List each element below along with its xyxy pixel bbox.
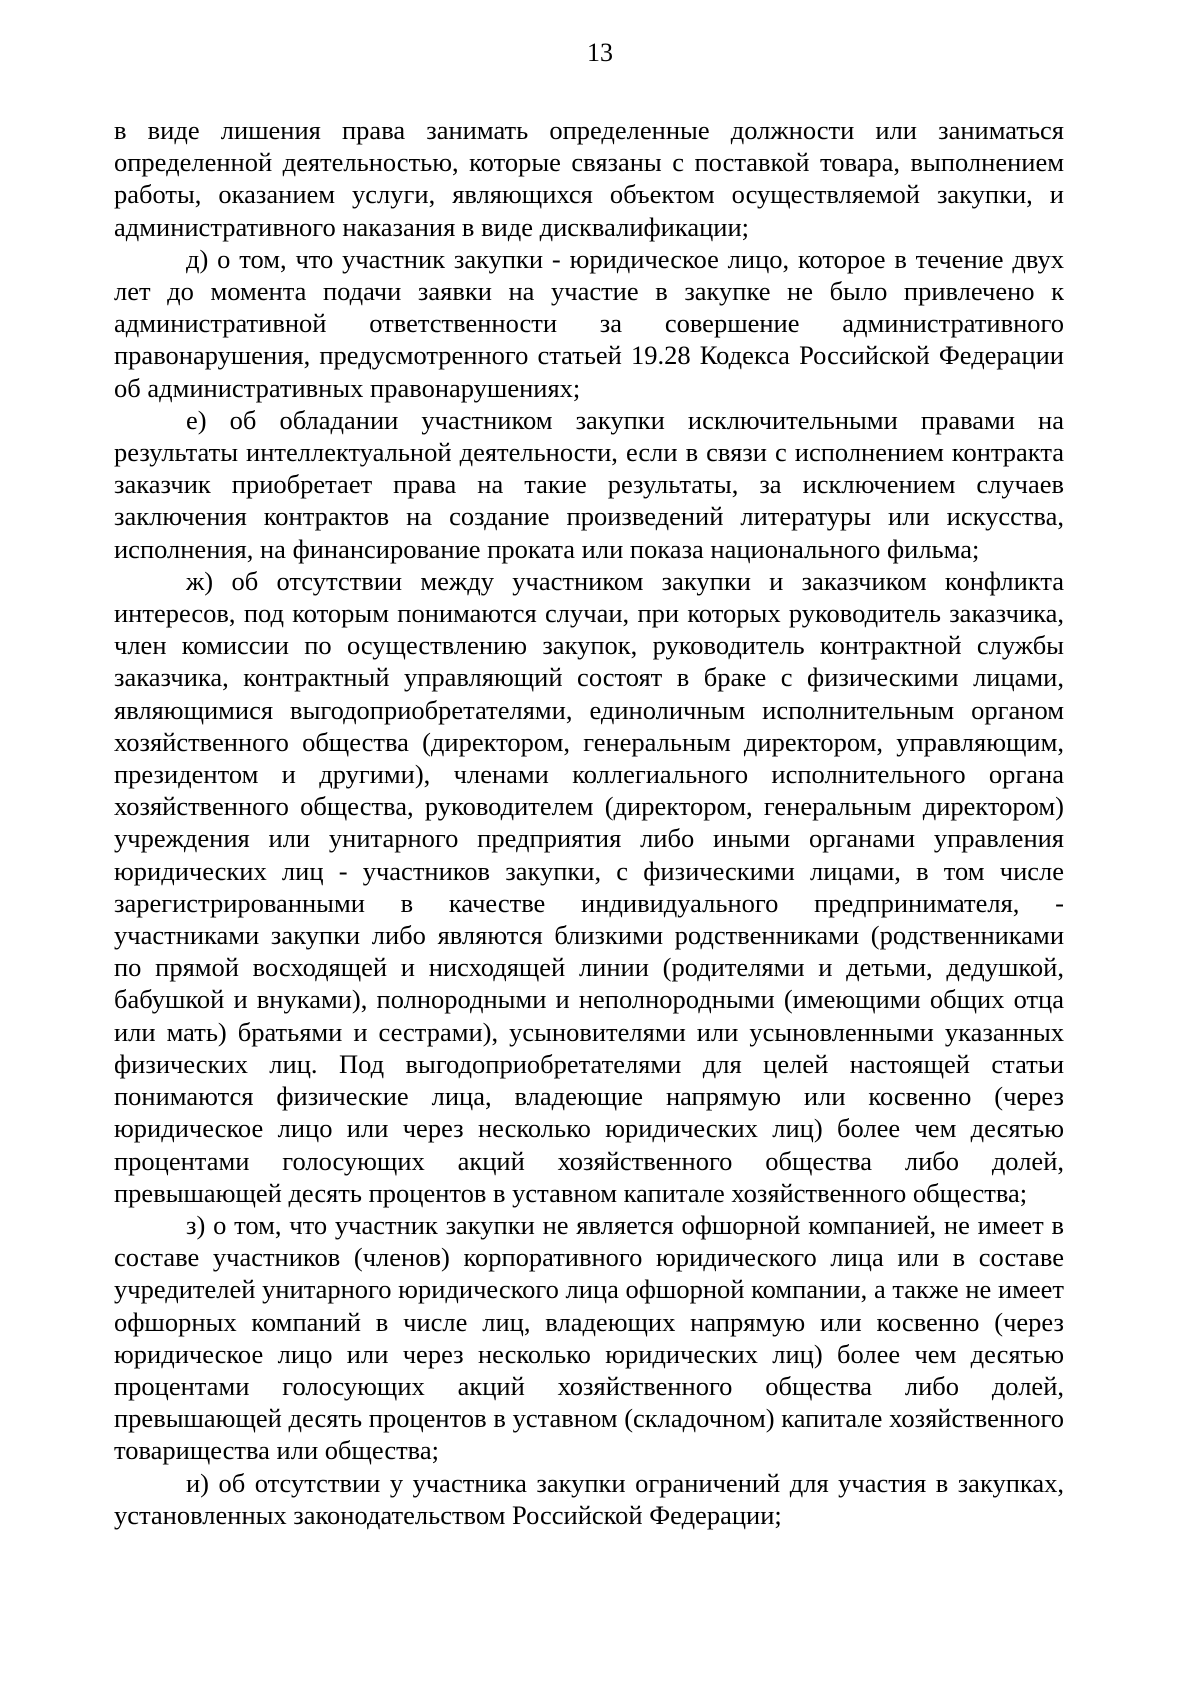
page-number: 13 (587, 38, 613, 67)
paragraph-continuation: в виде лишения права занимать определенные должности или заниматься определенной деятельностью, которые связаны с поставкой товара, выполнением работы, оказанием услуги, являющихся объектом осуществляемой закупки, и административного наказания в виде дисквалификации; (114, 115, 1064, 242)
paragraph-item-e: е) об обладании участником закупки исключительными правами на результаты интеллектуальной деятельности, если в связи с исполнением контракта заказчик приобретает права на такие результаты, за исключением случаев заключения контрактов на создание произведений литературы или искусства, исполнения, на финансирование проката или показа национального фильма; (114, 404, 1064, 564)
document-body (114, 114, 1064, 1531)
paragraph-item-i: и) об отсутствии у участника закупки ограничений для участия в закупках, установленных законодательством Российской Федерации; (114, 1467, 1064, 1530)
paragraph-item-d: д) о том, что участник закупки - юридическое лицо, которое в течение двух лет до момента подачи заявки на участие в закупке не было привлечено к административной ответственности за совершение административного правонарушения, предусмотренного статьей 19.28 Кодекса Российской Федерации об административных правонарушениях; (114, 243, 1064, 403)
paragraph-item-z: з) о том, что участник закупки не является офшорной компанией, не имеет в составе участников (членов) корпоративного юридического лица или в составе учредителей унитарного юридического лица офшорной компании, а также не имеет офшорных компаний в числе лиц, владеющих напрямую или косвенно (через юридическое лицо или через несколько юридических лиц) более чем десятью процентами голосующих акций хозяйственного общества либо долей, превышающей десять процентов в уставном (складочном) капитале хозяйственного товарищества или общества; (114, 1209, 1064, 1466)
paragraph-item-zh: ж) об отсутствии между участником закупки и заказчиком конфликта интересов, под которым понимаются случаи, при которых руководитель заказчика, член комиссии по осуществлению закупок, руководитель контрактной службы заказчика, контрактный управляющий состоят в браке с физическими лицами, являющимися выгодоприобретателями, единоличным исполнительным органом хозяйственного общества (директором, генеральным директором, управляющим, президентом и другими), членами коллегиального исполнительного органа хозяйственного общества, руководителем (директором, генеральным директором) учреждения или унитарного предприятия либо иными органами управления юридических лиц - участников закупки, с физическими лицами, в том числе зарегистрированными в качестве индивидуального предпринимателя, - участниками закупки либо являются близкими родственниками (родственниками по прямой восходящей и нисходящей линии (родителями и детьми, дедушкой, бабушкой и внуками), полнородными и неполнородными (имеющими общих отца или мать) братьями и сестрами), усыновителями или усыновленными указанных физических лиц. Под выгодоприобретателями для целей настоящей статьи понимаются физические лица, владеющие напрямую или косвенно (через юридическое лицо или через несколько юридических лиц) более чем десятью процентами голосующих акций хозяйственного общества либо долей, превышающей десять процентов в уставном капитале хозяйственного общества; (114, 565, 1064, 1208)
